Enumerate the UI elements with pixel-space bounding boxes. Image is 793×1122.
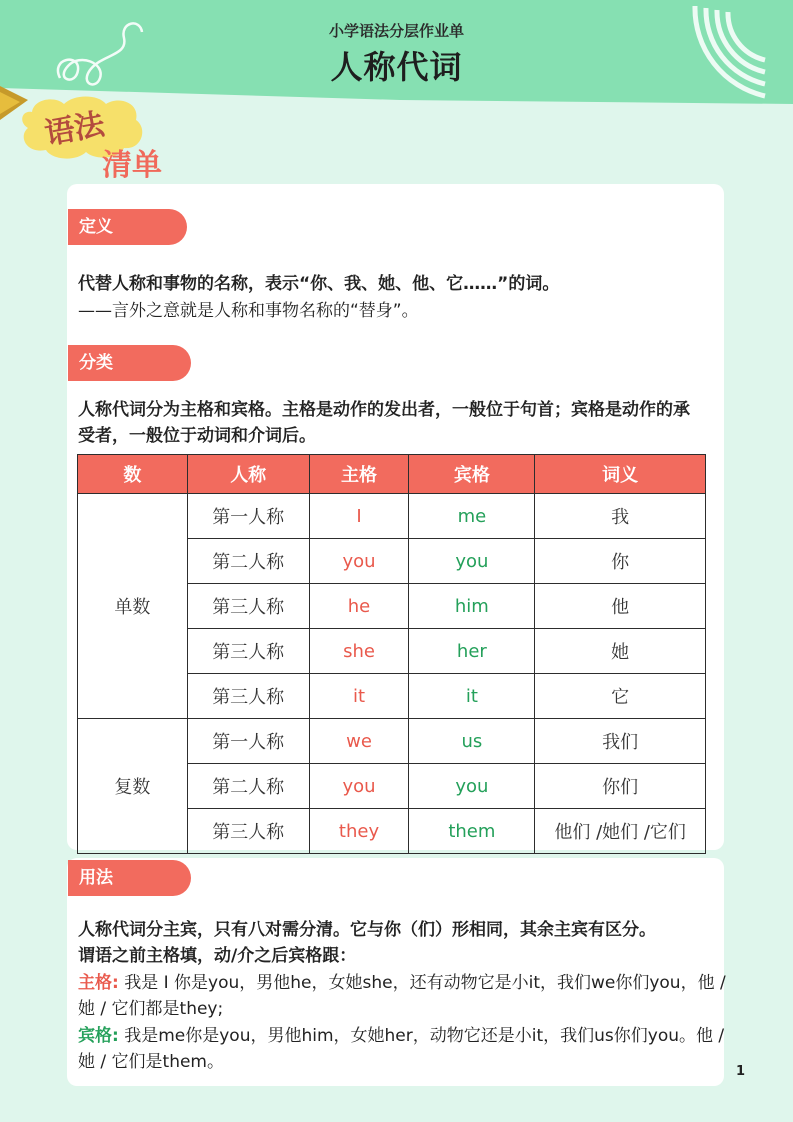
- cell-meaning: 你们: [535, 764, 706, 809]
- cell-object: you: [409, 764, 535, 809]
- cell-person: 第二人称: [187, 764, 309, 809]
- pronoun-table: [77, 454, 706, 854]
- table-row: [78, 719, 706, 764]
- cell-meaning: 你: [535, 539, 706, 584]
- cell-meaning: 他们 /她们 /它们: [535, 809, 706, 854]
- cell-object: us: [409, 719, 535, 764]
- cell-subject: you: [309, 764, 409, 809]
- plural-label: 复数: [78, 719, 188, 854]
- cell-person: 第三人称: [187, 629, 309, 674]
- subject-case-label: 主格:: [78, 973, 119, 993]
- cell-meaning: 我们: [535, 719, 706, 764]
- header-number: 数: [78, 455, 188, 494]
- cell-subject: I: [309, 494, 409, 539]
- header-person: 人称: [187, 455, 309, 494]
- cell-subject: you: [309, 539, 409, 584]
- cell-person: 第三人称: [187, 809, 309, 854]
- cell-object: you: [409, 539, 535, 584]
- section-tag-definition: 定义: [68, 209, 187, 245]
- cell-meaning: 我: [535, 494, 706, 539]
- definition-text: 代替人称和事物的名称，表示“你、我、她、他、它……”的词。: [78, 274, 560, 294]
- cell-subject: it: [309, 674, 409, 719]
- cell-object: them: [409, 809, 535, 854]
- header-object-case: 宾格: [409, 455, 535, 494]
- cell-subject: they: [309, 809, 409, 854]
- header-subject-case: 主格: [309, 455, 409, 494]
- cell-person: 第一人称: [187, 494, 309, 539]
- badge-label-grammar: 语法: [42, 107, 108, 152]
- cell-object: me: [409, 494, 535, 539]
- badge-label-list: 清单: [102, 148, 162, 183]
- page-title: 人称代词: [330, 48, 463, 86]
- singular-label: 单数: [78, 494, 188, 719]
- cell-object: him: [409, 584, 535, 629]
- cell-person: 第三人称: [187, 674, 309, 719]
- header-meaning: 词义: [535, 455, 706, 494]
- cell-subject: she: [309, 629, 409, 674]
- page-number: 1: [736, 1064, 746, 1079]
- object-case-text: 我是me你是you，男他him，女她her，动物它还是小it，我们us你们you。他 / 她 / 它们是them。: [78, 1026, 725, 1072]
- cell-person: 第一人称: [187, 719, 309, 764]
- object-case-label: 宾格:: [78, 1026, 119, 1046]
- section-tag-classification: 分类: [68, 345, 191, 381]
- cell-person: 第二人称: [187, 539, 309, 584]
- cell-subject: we: [309, 719, 409, 764]
- page-subtitle: 小学语法分层作业单: [328, 22, 464, 40]
- table-row: [78, 494, 706, 539]
- cell-subject: he: [309, 584, 409, 629]
- subject-case-text: 我是 I 你是you，男他he，女她she，还有动物它是小it，我们we你们you，他 / 她 / 它们都是they;: [78, 973, 726, 1019]
- cell-object: her: [409, 629, 535, 674]
- section-tag-usage: 用法: [68, 860, 191, 896]
- usage-subject-case: [78, 970, 728, 1022]
- table-header-row: [78, 455, 706, 494]
- cell-meaning: 她: [535, 629, 706, 674]
- cell-meaning: 他: [535, 584, 706, 629]
- classification-text: 人称代词分为主格和宾格。主格是动作的发出者，一般位于句首；宾格是动作的承受者，一般位于动词和介词后。: [78, 400, 690, 446]
- definition-explanation: ——言外之意就是人称和事物名称的“替身”。: [78, 301, 419, 321]
- cell-person: 第三人称: [187, 584, 309, 629]
- usage-rhyme-line-1: 人称代词分主宾，只有八对需分清。它与你（们）形相同，其余主宾有区分。: [78, 920, 656, 940]
- cell-object: it: [409, 674, 535, 719]
- cell-meaning: 它: [535, 674, 706, 719]
- usage-rhyme-line-2: 谓语之前主格填，动/介之后宾格跟：: [78, 946, 357, 966]
- usage-object-case: [78, 1023, 728, 1075]
